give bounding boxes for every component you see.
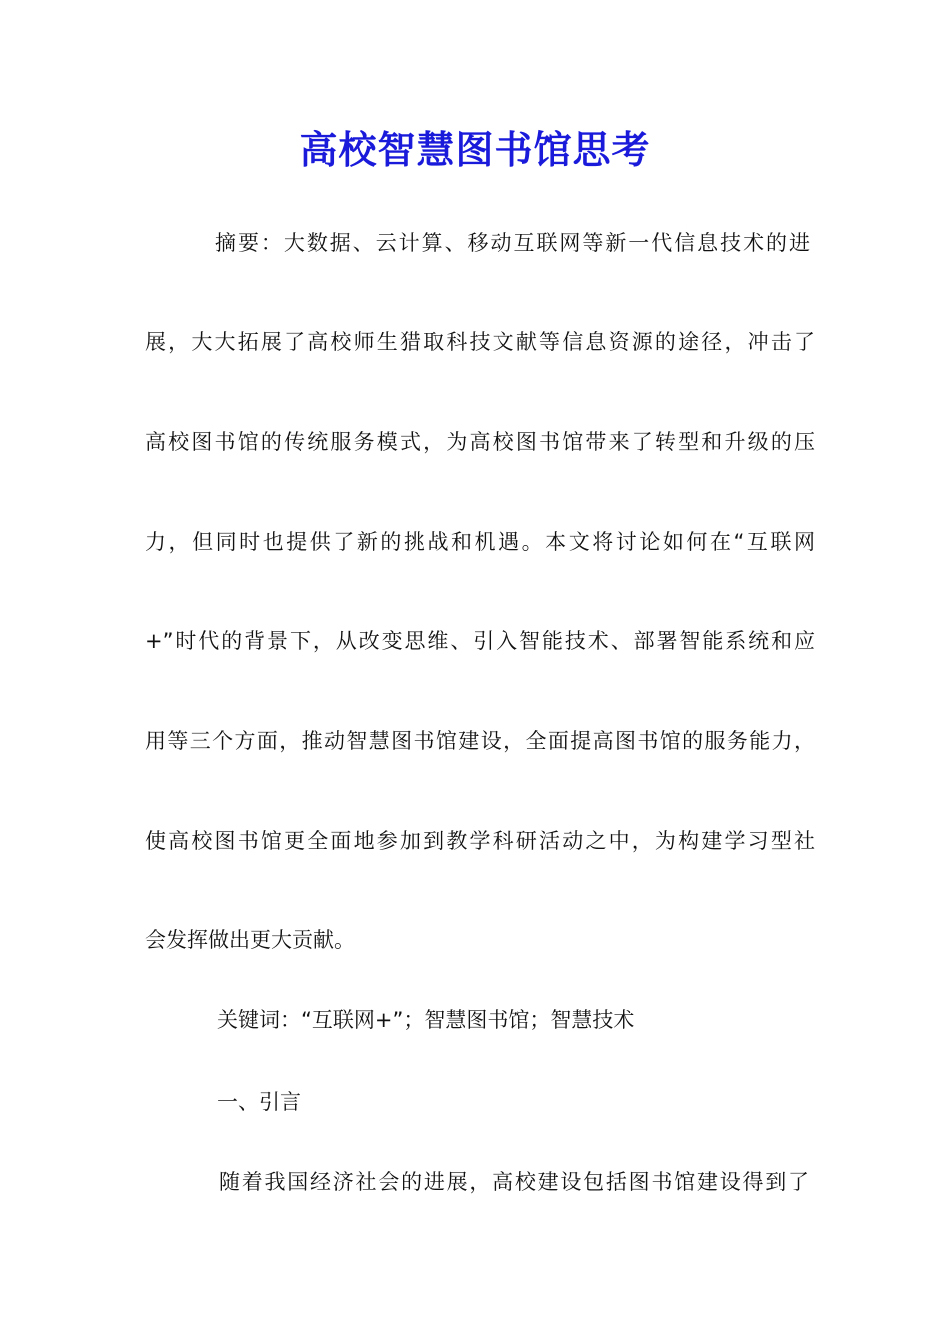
abstract-line: 用等三个方面，推动智慧图书馆建设，全面提高图书馆的服务能力， (145, 729, 815, 753)
abstract-line: 高校图书馆的传统服务模式，为高校图书馆带来了转型和升级的压 (145, 430, 815, 454)
abstract-line: 会发挥做出更大贡献。 (145, 928, 355, 952)
abstract-line: 展，大大拓展了高校师生猎取科技文献等信息资源的途径，冲击了 (145, 330, 815, 354)
keywords-line: 关键词：“互联网+”；智慧图书馆；智慧技术 (217, 1008, 635, 1032)
body-line: 随着我国经济社会的进展，高校建设包括图书馆建设得到了 (219, 1170, 809, 1194)
abstract-line: 使高校图书馆更全面地参加到教学科研活动之中，为构建学习型社 (145, 829, 815, 853)
abstract-line: 力，但同时也提供了新的挑战和机遇。本文将讨论如何在“互联网 (145, 530, 815, 554)
document-title: 高校智慧图书馆思考 (299, 127, 651, 172)
section-heading: 一、引言 (217, 1090, 301, 1114)
abstract-line: +”时代的背景下，从改变思维、引入智能技术、部署智能系统和应 (145, 629, 815, 653)
abstract-line: 摘要：大数据、云计算、移动互联网等新一代信息技术的进 (215, 231, 810, 255)
